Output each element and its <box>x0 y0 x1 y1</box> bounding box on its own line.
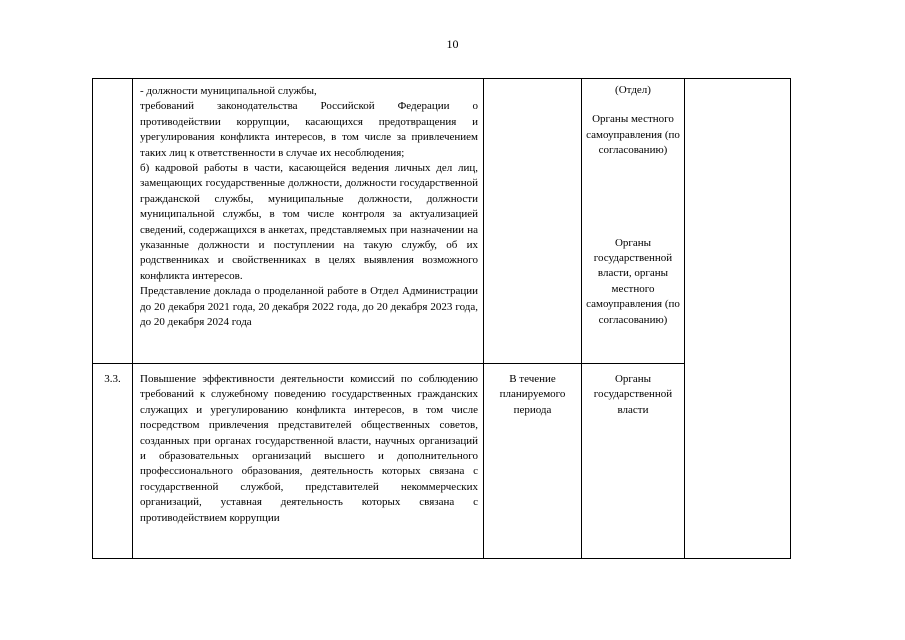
deadline-text: В течение планируемого периода <box>499 373 566 416</box>
page-number: 10 <box>446 37 459 51</box>
measure-text: требований законодательства Российской Федерации о противодействии коррупции, касающихся предотвращения и урегулирования конфликта интересов, в том числе за привлечением таких лиц к ответственности в случае их несоблюдения; <box>140 100 478 159</box>
measure-description-cell <box>133 364 484 559</box>
measure-text: Представление доклада о проделанной работе в Отдел Администрации до 20 декабря 2021 года, 20 декабря 2022 года, до 20 декабря 2023 года, до 20 декабря 2024 года <box>140 285 478 329</box>
row-number-cell <box>93 364 133 559</box>
executor-text: Органы местного самоуправления (по согласованию) <box>586 113 680 157</box>
measure-text: Повышение эффективности деятельности комиссий по соблюдению требований к служебному поведению государственных гражданских служащих и урегулированию конфликта интересов, в том числе посредством привлечения представителей общественных советов, созданных при органах государственной власти, научных организаций и образовательных организаций высшего и дополнительного профессионального образования, деятельность которых связана с государственной службой, представителей некоммерческих организаций, уставная деятельность которых связана с противодействием коррупции <box>140 373 478 524</box>
measure-text: б) кадровой работы в части, касающейся ведения личных дел лиц, замещающих государственные должности, должности государственной гражданской службы, муниципальные должности, должности муниципальной службы, в том числе контроля за актуализацией сведений, содержащихся в анкетах, представляемых при назначении на указанные должности и поступлении на такую службу, об их родственниках и свойственниках в целях выявления возможного конфликта интересов. <box>140 162 478 282</box>
executor-cell <box>582 364 685 559</box>
row-number-cell <box>93 79 133 364</box>
measure-description-cell <box>133 79 484 364</box>
deadline-cell <box>484 79 582 364</box>
row-number: 3.3. <box>104 373 121 385</box>
executor-text: Органы государственной власти, органы местного самоуправления (по согласованию) <box>586 236 680 326</box>
table-row <box>93 79 791 364</box>
measures-table <box>92 78 791 559</box>
executor-text: Органы государственной власти <box>593 373 673 416</box>
executor-text: (Отдел) <box>615 84 651 96</box>
deadline-cell <box>484 364 582 559</box>
measure-text: - должности муниципальной службы, <box>140 85 317 97</box>
executor-cell <box>582 79 685 364</box>
deadline-text <box>484 79 581 83</box>
notes-cell <box>685 79 791 559</box>
